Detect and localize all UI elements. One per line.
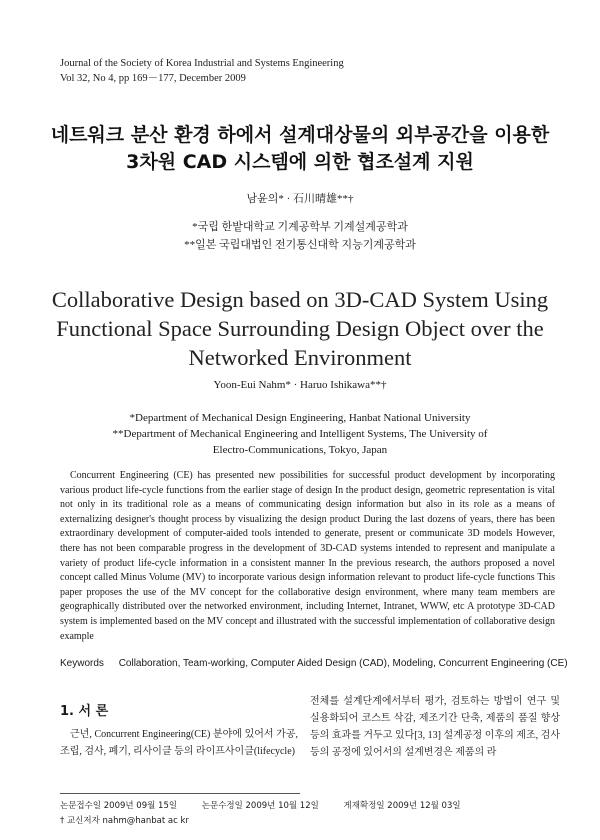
revised-date: 논문수정일 2009년 10월 12일: [201, 801, 319, 811]
english-title: [0, 285, 600, 372]
english-title-line-1: Collaborative Design based on 3D-CAD System Using: [51, 287, 549, 312]
corresponding-author: † 교신저자 nahm@hanbat ac kr: [60, 816, 189, 826]
footnote-divider: [60, 793, 300, 794]
section-heading-introduction: 1. 서 론: [60, 704, 109, 719]
korean-title: [0, 122, 600, 176]
abstract: Concurrent Engineering (CE) has presented new possibilities for successful product development by incorporating various product life-cycle functions from the earlier stage of design In the product design, geometric representation is vital not only in its traditional role as a means of communicating design information but also in its role as a means of externalizing designer's thought process by visualizing the design product During the last dozens of years, there has been extraordinary development of computer-aided tools intended to generate, present or communicate 3D models However, there has not been comparable progress in the development of 3D-CAD systems intended to represent and manipulate a variety of product life-cycle information in a consistent manner In the previous research, the authors proposed a novel concept called Minus Volume (MV) to incorporate various design information relevant to product life-cycle functions This paper proposes the use of the MV concept for the collaborative design environment, where many team members are geographically distributed over the networked environment, including Internet, Intranet, WWW, etc A prototype 3D-CAD system is implemented based on the MV concept and illustrated with the successful implementation of collaborative design example: [60, 470, 555, 642]
keywords-text: Collaboration, Team-working, Computer Aided Design (CAD), Modeling, Concurrent Engineering (CE): [118, 658, 568, 669]
body-text-left-column: 근년, Concurrent Engineering(CE) 분야에 있어서 가공, 조립, 검사, 폐기, 리사이클 등의 라이프사이클(lifecycle): [60, 729, 298, 757]
korean-affiliation-1: *국립 한밭대학교 기계공학부 기계설계공학과: [192, 221, 408, 233]
journal-name: Journal of the Society of Korea Industrial and Systems Engineering: [60, 58, 344, 69]
received-date: 논문접수일 2009년 09월 15일: [60, 801, 178, 811]
korean-authors: 남윤의* · 石川晴雄**†: [246, 193, 354, 205]
keywords: [60, 658, 580, 669]
footnote-dates: [60, 799, 483, 811]
body-text-right-column: 전체를 설계단계에서부터 평가, 검토하는 방법이 연구 및 실용화되어 코스트 삭감, 제조기간 단축, 제품의 품질 향상 등의 효과를 거두고 있다[3, 13] 설계공정 이후의 제조, 검사 등의 공정에 있어서의 설계변경은 제품의 라: [310, 696, 560, 758]
english-title-line-2: Functional Space Surrounding Design Object over the: [56, 316, 544, 341]
accepted-date: 게재확정일 2009년 12월 03일: [343, 801, 461, 811]
english-title-line-3: Networked Environment: [188, 345, 412, 370]
english-affiliation-3: Electro-Communications, Tokyo, Japan: [212, 444, 388, 456]
journal-header: [60, 56, 344, 86]
korean-affiliations: [0, 218, 600, 254]
keywords-label: Keywords: [60, 658, 104, 669]
korean-affiliation-2: **일본 국립대법인 전기통신대학 지능기계공학과: [184, 239, 416, 251]
english-affiliation-1: *Department of Mechanical Design Engineering, Hanbat National University: [129, 412, 471, 424]
korean-title-line-1: 네트워크 분산 환경 하에서 설계대상물의 외부공간을 이용한: [50, 124, 550, 146]
english-affiliation-2: **Department of Mechanical Engineering and Intelligent Systems, The University of: [112, 428, 488, 440]
english-affiliations: [0, 410, 600, 458]
english-authors: Yoon-Eui Nahm* · Haruo Ishikawa**†: [213, 379, 387, 391]
korean-title-line-2: 3차원 CAD 시스템에 의한 협조설계 지원: [126, 151, 474, 173]
journal-volume: Vol 32, No 4, pp 169－177, December 2009: [60, 73, 246, 84]
